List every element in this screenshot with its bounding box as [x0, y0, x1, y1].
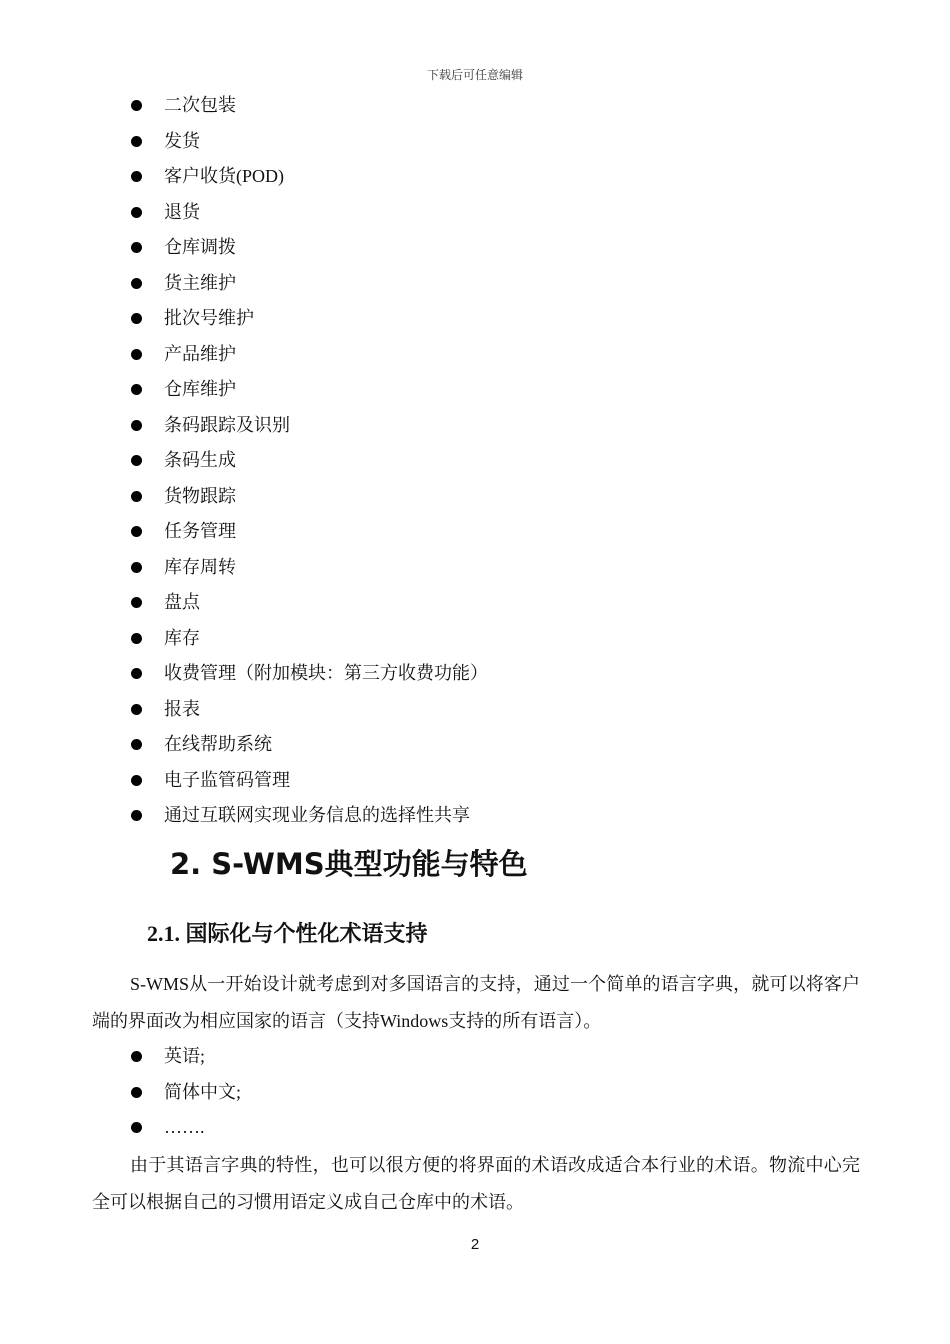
feature-list-item-text: 任务管理: [164, 521, 236, 541]
feature-list-item: [128, 692, 488, 728]
feature-list-item-text: 货主维护: [164, 272, 236, 293]
feature-list-item: [128, 514, 488, 550]
bullet-dot-icon: [131, 633, 142, 644]
section-heading: 2. S-WMS典型功能与特色: [170, 847, 528, 881]
feature-list-item: [128, 763, 488, 799]
bullet-dot-icon: [131, 562, 142, 573]
page-number: 2: [470, 1236, 480, 1253]
bullet-dot-icon: [131, 739, 142, 750]
bullet-dot-icon: [131, 1051, 142, 1062]
feature-list-item-text: 在线帮助系统: [164, 734, 272, 754]
feature-list-item-text: 客户收货(POD): [164, 166, 284, 186]
bullet-dot-icon: [131, 171, 142, 182]
feature-list-item-text: 仓库调拨: [164, 237, 236, 257]
bullet-dot-icon: [131, 136, 142, 147]
terminology-paragraph: 由于其语言字典的特性，也可以很方便的将界面的术语改成适合本行业的术语。物流中心完全可以根据自己的习惯用语定义成自己仓库中的术语。: [92, 1155, 860, 1212]
feature-list-item-text: 电子监管码管理: [164, 769, 290, 790]
header-note: 下载后可任意编辑: [426, 68, 523, 82]
feature-list-item-text: 条码生成: [164, 450, 236, 470]
feature-bullet-list: [128, 88, 488, 834]
feature-list-item-text: 通过互联网实现业务信息的选择性共享: [164, 805, 470, 825]
bullet-dot-icon: [131, 775, 142, 786]
intro-paragraph: S-WMS从一开始设计就考虑到对多国语言的支持，通过一个简单的语言字典，就可以将客户端的界面改为相应国家的语言（支持Windows支持的所有语言）。: [92, 974, 860, 1031]
feature-list-item: [128, 443, 488, 479]
feature-list-item: [128, 372, 488, 408]
feature-list-item-text: 退货: [164, 201, 200, 222]
bullet-dot-icon: [131, 242, 142, 253]
language-list-item-text: 英语;: [164, 1046, 206, 1066]
bullet-dot-icon: [131, 420, 142, 431]
feature-list-item-text: 二次包装: [164, 95, 236, 115]
bullet-dot-icon: [131, 278, 142, 289]
feature-list-item-text: 报表: [164, 698, 200, 719]
bullet-dot-icon: [131, 455, 142, 466]
bullet-dot-icon: [131, 668, 142, 679]
bullet-dot-icon: [131, 526, 142, 537]
feature-list-item: [128, 195, 488, 231]
feature-list-item: [128, 585, 488, 621]
feature-list-item-text: 条码跟踪及识别: [164, 414, 290, 435]
feature-list-item: [128, 88, 488, 124]
bullet-dot-icon: [131, 810, 142, 821]
language-list-item: [128, 1039, 241, 1075]
feature-list-item: [128, 266, 488, 302]
feature-list-item: [128, 124, 488, 160]
feature-list-item-text: 库存周转: [164, 556, 236, 577]
language-list-item-text: …….: [164, 1117, 205, 1137]
feature-list-item: [128, 301, 488, 337]
bullet-dot-icon: [131, 349, 142, 360]
feature-list-item: [128, 656, 488, 692]
feature-list-item-text: 发货: [164, 130, 200, 151]
language-list-item: [128, 1110, 241, 1146]
feature-list-item-text: 库存: [164, 627, 200, 648]
feature-list-item-text: 产品维护: [164, 343, 236, 364]
feature-list-item: [128, 337, 488, 373]
feature-list-item: [128, 727, 488, 763]
language-list-item: [128, 1075, 241, 1111]
feature-list-item-text: 收费管理（附加模块：第三方收费功能）: [164, 663, 488, 683]
bullet-dot-icon: [131, 207, 142, 218]
feature-list-item: [128, 408, 488, 444]
subsection-heading: 2.1. 国际化与个性化术语支持: [147, 921, 428, 946]
feature-list-item-text: 仓库维护: [164, 379, 236, 399]
feature-list-item-text: 批次号维护: [164, 308, 254, 328]
language-bullet-list: [128, 1039, 241, 1146]
feature-list-item: [128, 159, 488, 195]
feature-list-item: [128, 479, 488, 515]
bullet-dot-icon: [131, 1122, 142, 1133]
language-list-item-text: 简体中文;: [164, 1081, 242, 1102]
feature-list-item: [128, 798, 488, 834]
feature-list-item-text: 货物跟踪: [164, 485, 236, 506]
bullet-dot-icon: [131, 1087, 142, 1098]
bullet-dot-icon: [131, 491, 142, 502]
bullet-dot-icon: [131, 704, 142, 715]
feature-list-item: [128, 550, 488, 586]
feature-list-item: [128, 230, 488, 266]
bullet-dot-icon: [131, 384, 142, 395]
feature-list-item-text: 盘点: [164, 592, 200, 612]
feature-list-item: [128, 621, 488, 657]
bullet-dot-icon: [131, 313, 142, 324]
bullet-dot-icon: [131, 597, 142, 608]
bullet-dot-icon: [131, 100, 142, 111]
